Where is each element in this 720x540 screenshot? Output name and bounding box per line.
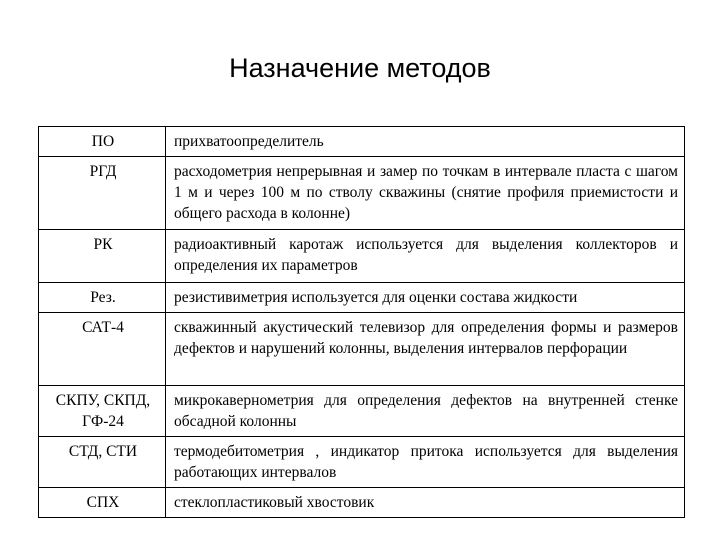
- method-description: резистивиметрия используется для оценки состава жидкости: [166, 283, 685, 313]
- method-abbreviation: СТД, СТИ: [39, 437, 166, 488]
- method-abbreviation: СПХ: [39, 488, 166, 518]
- table-row: [39, 313, 685, 386]
- method-description: прихватоопределитель: [166, 127, 685, 157]
- method-abbreviation: Рез.: [39, 283, 166, 313]
- method-description: стеклопластиковый хвостовик: [166, 488, 685, 518]
- methods-table: [38, 126, 685, 518]
- method-abbreviation: ПО: [39, 127, 166, 157]
- table-row: [39, 283, 685, 313]
- table-row: [39, 488, 685, 518]
- method-abbreviation: САТ-4: [39, 313, 166, 386]
- page-title: Назначение методов: [229, 53, 491, 83]
- method-abbreviation: РГД: [39, 157, 166, 230]
- table-row: [39, 386, 685, 437]
- method-abbreviation: РК: [39, 230, 166, 283]
- method-description: микрокавернометрия для определения дефектов на внутренней стенке обсадной колонны: [166, 386, 685, 437]
- table-row: [39, 127, 685, 157]
- table-row: [39, 437, 685, 488]
- method-abbreviation: СКПУ, СКПД, ГФ-24: [39, 386, 166, 437]
- method-description: расходометрия непрерывная и замер по точкам в интервале пласта с шагом 1 м и через 100 м по стволу скважины (снятие профиля приемистости и общего расхода в колонне): [166, 157, 685, 230]
- method-description: скважинный акустический телевизор для определения формы и размеров дефектов и нарушений колонны, выделения интервалов перфорации: [166, 313, 685, 386]
- table-row: [39, 157, 685, 230]
- method-description: термодебитометрия , индикатор притока используется для выделения работающих интервалов: [166, 437, 685, 488]
- method-description: радиоактивный каротаж используется для выделения коллекторов и определения их параметров: [166, 230, 685, 283]
- table-row: [39, 230, 685, 283]
